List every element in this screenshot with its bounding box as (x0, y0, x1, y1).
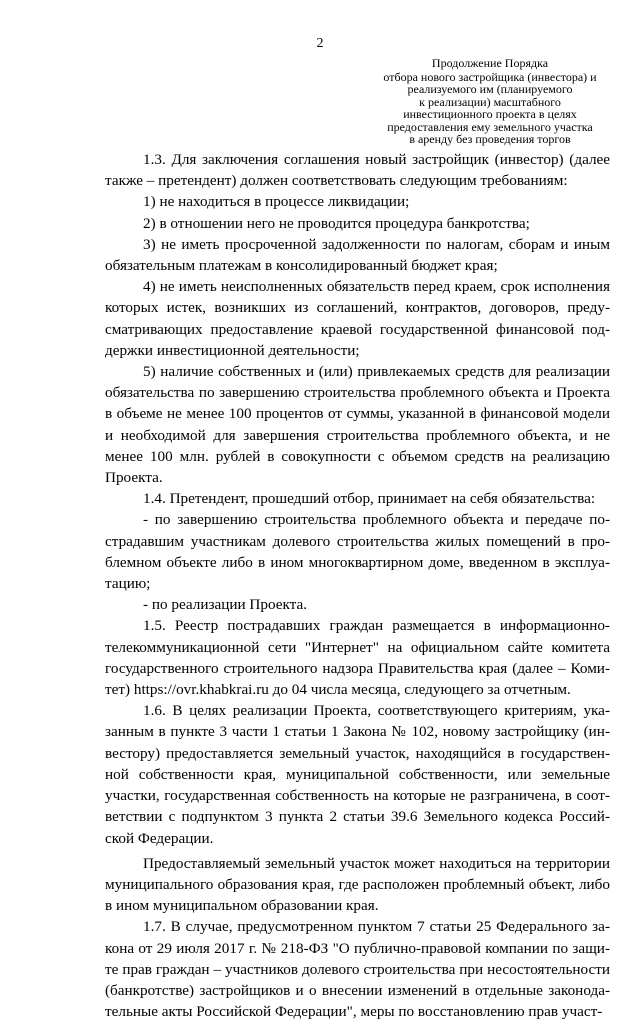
requirement-2: 2) в отношении него не проводится процедура банкротства; (143, 214, 530, 232)
header-line: инвестиционного проекта в целях (403, 107, 577, 121)
header-line: реализуемого им (планируемого (407, 82, 573, 96)
paragraph-1-6: 1.6. В целях реализации Проекта, соответствующего критериям, указанным в пункте 3 части 1 статьи 1 Закона № 102, новому застройщику (инвестору) предоставляется земельный участок, находящийся в государственной собственности края, муниципальной собственности, или земельные участки, государственная собственность на которые не разграничена, в соответствии с подпунктом 3 пункта 2 статьи 39.6 Земельного кодекса Российской Федерации. (105, 702, 610, 847)
requirement-4: 4) не иметь неисполненных обязательств перед краем, срок исполнения которых истек, возникших из соглашений, контрактов, договоров, предусматривающих предоставление краевой государственной финансовой поддержки инвестиционной деятельности; (105, 278, 610, 359)
requirement-5: 5) наличие собственных и (или) привлекаемых средств для реализации обязательства по завершению строительства проблемного объекта и Проекта в объеме не менее 100 процентов от суммы, указанной в финансовой модели и необходимой для завершения строительства проблемного объекта, и не менее 100 млн. рублей в совокупности с объемом средств на реализацию Проекта. (105, 363, 610, 487)
header-line: к реализации) масштабного (419, 94, 561, 109)
obligation-1: - по завершению строительства проблемного объекта и передаче пострадавшим участникам долевого строительства жилых помещений в проблемном объекте либо в ином многоквартирном доме, введенном в эксплуатацию; (105, 511, 610, 593)
paragraph-1-4: 1.4. Претендент, прошедший отбор, принимает на себя обязательства: (143, 490, 596, 508)
paragraph-1-7: 1.7. В случае, предусмотренном пунктом 7 статьи 25 Федерального закона от 29 июля 2017 г. № 218-ФЗ "О публично-правовой компании по защите прав граждан – участников долевого строительства при несостоятельности (банкротстве) застройщиков и о внесении изменений в отдельные законодательные акты Российской Федерации", меры по восстановлению прав участ- (105, 918, 610, 1021)
paragraph-1-5: 1.5. Реестр пострадавших граждан размещается в информационно-телекоммуникационной сети "Интернет" на официальном сайте комитета государственного строительного надзора Правительства края (далее – Комитет) https://ovr.khabkrai.ru до 04 числа месяца, следующего за отчетным. (105, 617, 610, 699)
header-line: отбора нового застройщика (инвестора) и (383, 69, 597, 84)
document-body (105, 149, 610, 1022)
requirement-3: 3) не иметь просроченной задолженности по налогам, сборам и иным обязательным платежам в консолидированный бюджет края; (105, 235, 610, 275)
paragraph-1-3: 1.3. Для заключения соглашения новый застройщик (инвестор) (далее также – претендент) должен соответствовать следующим требованиям: (105, 151, 610, 190)
header-line: предоставления ему земельного участка (387, 119, 593, 134)
obligation-2: - по реализации Проекта. (143, 596, 308, 614)
header-continuation: Продолжение Порядка (431, 56, 549, 70)
paragraph-land-plot: Предоставляемый земельный участок может находиться на территории муниципального образования края, где расположен проблемный объект, либо в ином муниципальном образовании края. (105, 854, 610, 915)
document-header (372, 57, 608, 146)
requirement-1: 1) не находиться в процессе ликвидации; (143, 193, 410, 211)
page-number: 2 (316, 36, 324, 51)
header-line: в аренду без проведения торгов (409, 132, 571, 146)
